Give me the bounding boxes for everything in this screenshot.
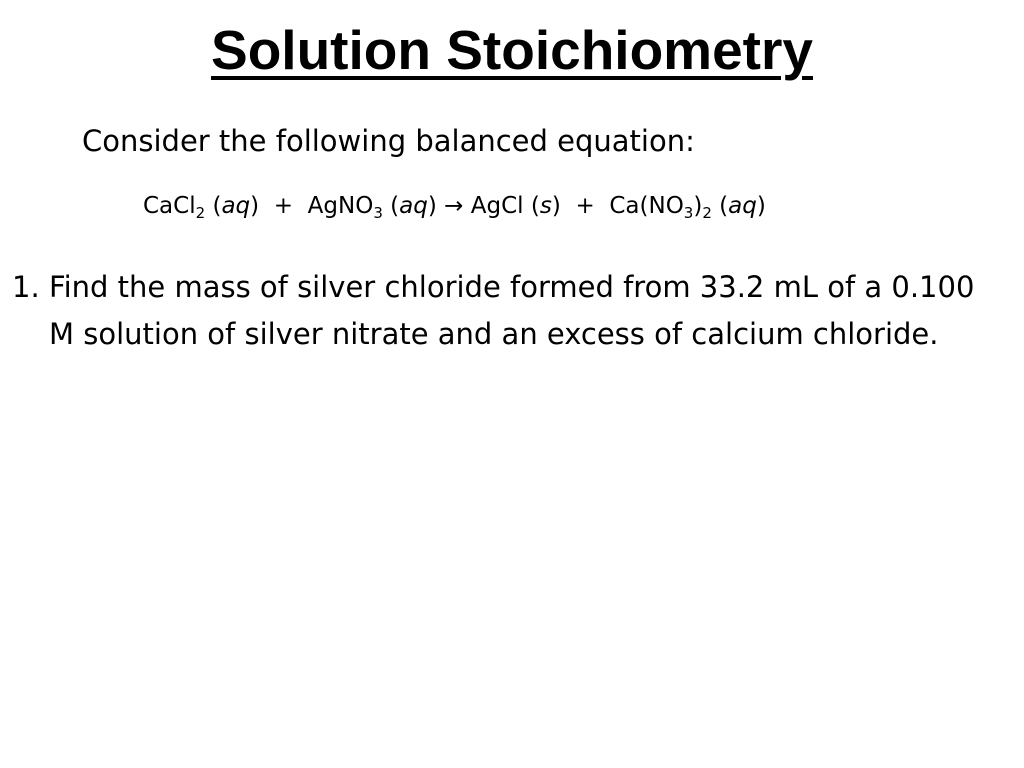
product-2-state: aq [728,193,757,219]
product-1-state: s [539,193,552,219]
question-text: Find the mass of silver chloride formed from 33.2 mL of a 0.100 M solution of silver nitrate and an excess of calcium chloride. [49,270,975,351]
plus-sign-2: + [575,193,595,219]
product-2-inner-subscript: 3 [683,204,694,222]
product-2-formula: Ca(NO [609,193,684,219]
product-2-close-paren: ) [693,193,703,219]
question-item [12,264,1012,358]
reactant-1-state: aq [221,193,251,219]
slide-title: Solution Stoichiometry [211,19,813,81]
product-1-formula: AgCl [470,193,524,219]
reactant-2-subscript: 3 [373,204,383,222]
question-number: 1. [12,270,40,304]
reactant-2-state: aq [399,193,428,219]
chemical-equation: CaCl$_2$ (aq) + AgNO$_3$ (aq) → AgCl $(s) + Ca(NO_3)_2$ (aq) [143,193,766,222]
reactant-1-subscript: 2 [195,204,206,222]
reactant-2-formula: AgNO [307,193,374,219]
reaction-arrow: → [444,193,464,219]
plus-sign-1: + [273,193,294,219]
intro-text: Consider the following balanced equation: [82,124,695,158]
reactant-1-formula: CaCl [143,193,196,219]
product-2-outer-subscript: 2 [702,204,712,222]
